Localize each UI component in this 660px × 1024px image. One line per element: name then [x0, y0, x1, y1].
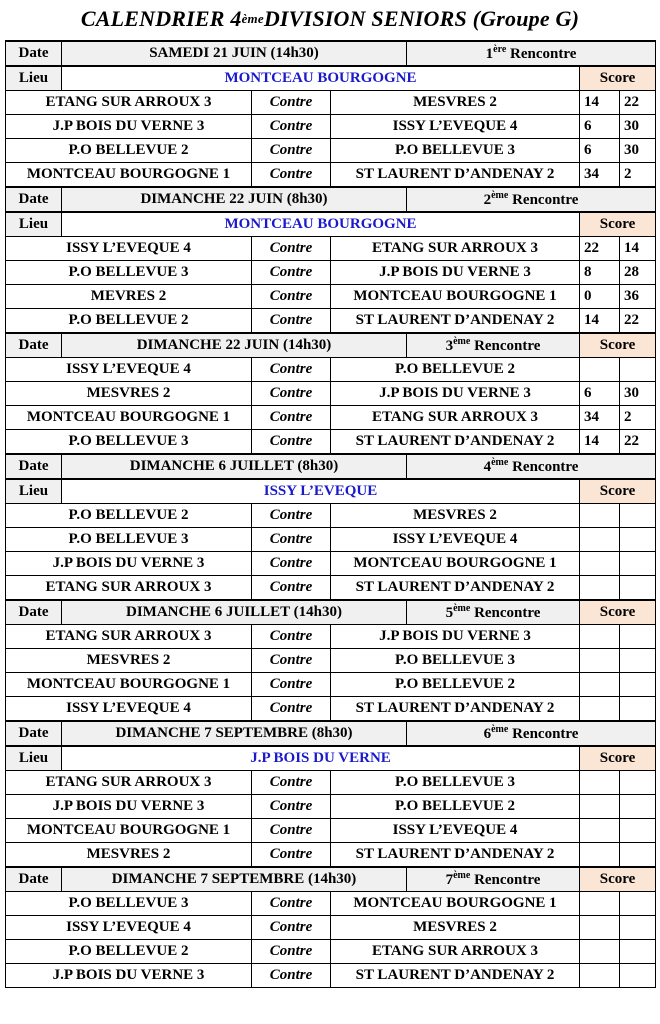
- home-team: ETANG SUR ARROUX 3: [6, 576, 252, 601]
- match-row: [6, 649, 656, 673]
- away-score: [620, 358, 656, 382]
- contre-label: Contre: [252, 552, 331, 576]
- home-team: MESVRES 2: [6, 382, 252, 406]
- date-label: Date: [6, 867, 62, 892]
- contre-label: Contre: [252, 504, 331, 528]
- home-score: 8: [580, 261, 620, 285]
- score-header: Score: [580, 479, 656, 504]
- away-score: [620, 649, 656, 673]
- away-score: [620, 795, 656, 819]
- home-score: [580, 552, 620, 576]
- round-date-row: [6, 721, 656, 746]
- score-header: Score: [580, 333, 656, 358]
- away-score: [620, 504, 656, 528]
- away-team: P.O BELLEVUE 2: [331, 795, 580, 819]
- away-score: 22: [620, 430, 656, 455]
- round-num: 4: [483, 459, 492, 475]
- home-score: 6: [580, 139, 620, 163]
- home-score: 14: [580, 430, 620, 455]
- contre-label: Contre: [252, 673, 331, 697]
- home-score: [580, 673, 620, 697]
- match-row: [6, 285, 656, 309]
- away-team: ISSY L’EVEQUE 4: [331, 528, 580, 552]
- away-team: MONTCEAU BOURGOGNE 1: [331, 892, 580, 916]
- home-team: P.O BELLEVUE 2: [6, 309, 252, 334]
- venue-name: J.P BOIS DU VERNE: [62, 746, 580, 771]
- round-date-row: [6, 867, 656, 892]
- match-row: [6, 576, 656, 601]
- away-team: MESVRES 2: [331, 91, 580, 115]
- round-num-sup: ème: [453, 603, 471, 614]
- home-team: ISSY L’EVEQUE 4: [6, 697, 252, 722]
- contre-label: Contre: [252, 309, 331, 334]
- match-row: [6, 261, 656, 285]
- round-num: 6: [483, 726, 492, 742]
- match-row: [6, 358, 656, 382]
- match-row: [6, 406, 656, 430]
- contre-label: Contre: [252, 771, 331, 795]
- contre-label: Contre: [252, 406, 331, 430]
- round-num: 1: [485, 46, 494, 62]
- home-team: J.P BOIS DU VERNE 3: [6, 552, 252, 576]
- home-team: MESVRES 2: [6, 843, 252, 868]
- round-num: 3: [445, 338, 454, 354]
- round-date: SAMEDI 21 JUIN (14h30): [62, 41, 407, 66]
- home-team: MONTCEAU BOURGOGNE 1: [6, 406, 252, 430]
- match-row: [6, 916, 656, 940]
- home-score: [580, 771, 620, 795]
- home-team: J.P BOIS DU VERNE 3: [6, 964, 252, 988]
- away-team: P.O BELLEVUE 3: [331, 649, 580, 673]
- round-date: DIMANCHE 22 JUIN (8h30): [62, 187, 407, 212]
- away-score: [620, 964, 656, 988]
- away-team: MESVRES 2: [331, 504, 580, 528]
- match-row: [6, 237, 656, 261]
- away-score: [620, 940, 656, 964]
- rencontre-label: Rencontre: [506, 46, 577, 62]
- home-score: [580, 504, 620, 528]
- round-date-row: [6, 41, 656, 66]
- match-row: [6, 795, 656, 819]
- round-date-row: [6, 600, 656, 625]
- away-team: ST LAURENT D’ANDENAY 2: [331, 843, 580, 868]
- contre-label: Contre: [252, 261, 331, 285]
- home-team: ISSY L’EVEQUE 4: [6, 237, 252, 261]
- away-score: [620, 673, 656, 697]
- home-team: MONTCEAU BOURGOGNE 1: [6, 819, 252, 843]
- match-row: [6, 115, 656, 139]
- home-team: P.O BELLEVUE 3: [6, 261, 252, 285]
- round-date: DIMANCHE 22 JUIN (14h30): [62, 333, 407, 358]
- home-score: 0: [580, 285, 620, 309]
- round-num: 7: [445, 872, 454, 888]
- title-superscript: ème: [241, 10, 264, 26]
- home-team: MESVRES 2: [6, 649, 252, 673]
- contre-label: Contre: [252, 625, 331, 649]
- match-row: [6, 504, 656, 528]
- away-score: 30: [620, 115, 656, 139]
- round-number: [407, 454, 656, 479]
- match-row: [6, 819, 656, 843]
- round-num: 2: [483, 192, 492, 208]
- lieu-label: Lieu: [6, 479, 62, 504]
- home-score: [580, 964, 620, 988]
- contre-label: Contre: [252, 528, 331, 552]
- away-team: ETANG SUR ARROUX 3: [331, 406, 580, 430]
- away-score: [620, 576, 656, 601]
- home-score: 34: [580, 163, 620, 188]
- match-row: [6, 528, 656, 552]
- round-date: DIMANCHE 6 JUILLET (14h30): [62, 600, 407, 625]
- venue-name: MONTCEAU BOURGOGNE: [62, 66, 580, 91]
- score-header: Score: [580, 600, 656, 625]
- contre-label: Contre: [252, 916, 331, 940]
- home-team: P.O BELLEVUE 2: [6, 139, 252, 163]
- rencontre-label: Rencontre: [508, 726, 579, 742]
- rencontre-label: Rencontre: [470, 605, 541, 621]
- away-score: 2: [620, 406, 656, 430]
- home-score: [580, 819, 620, 843]
- away-team: ST LAURENT D’ANDENAY 2: [331, 163, 580, 188]
- round-date: DIMANCHE 7 SEPTEMBRE (14h30): [62, 867, 407, 892]
- home-score: [580, 892, 620, 916]
- round-venue-row: [6, 746, 656, 771]
- away-team: P.O BELLEVUE 2: [331, 358, 580, 382]
- away-score: 30: [620, 382, 656, 406]
- away-score: 28: [620, 261, 656, 285]
- away-team: ST LAURENT D’ANDENAY 2: [331, 576, 580, 601]
- away-team: P.O BELLEVUE 3: [331, 139, 580, 163]
- round-number: [407, 41, 656, 66]
- contre-label: Contre: [252, 91, 331, 115]
- match-row: [6, 964, 656, 988]
- match-row: [6, 139, 656, 163]
- home-team: P.O BELLEVUE 2: [6, 940, 252, 964]
- home-score: [580, 697, 620, 722]
- round-num-sup: ère: [493, 44, 507, 55]
- away-team: J.P BOIS DU VERNE 3: [331, 382, 580, 406]
- date-label: Date: [6, 41, 62, 66]
- contre-label: Contre: [252, 237, 331, 261]
- round-date: DIMANCHE 7 SEPTEMBRE (8h30): [62, 721, 407, 746]
- home-team: MONTCEAU BOURGOGNE 1: [6, 673, 252, 697]
- home-score: [580, 916, 620, 940]
- contre-label: Contre: [252, 430, 331, 455]
- match-row: [6, 382, 656, 406]
- rencontre-label: Rencontre: [508, 459, 579, 475]
- score-header: Score: [580, 212, 656, 237]
- home-team: P.O BELLEVUE 3: [6, 892, 252, 916]
- round-date-row: [6, 454, 656, 479]
- away-score: [620, 892, 656, 916]
- home-score: [580, 358, 620, 382]
- home-score: [580, 528, 620, 552]
- away-team: J.P BOIS DU VERNE 3: [331, 625, 580, 649]
- away-score: [620, 552, 656, 576]
- venue-name: ISSY L’EVEQUE: [62, 479, 580, 504]
- score-header: Score: [580, 746, 656, 771]
- contre-label: Contre: [252, 285, 331, 309]
- home-team: ETANG SUR ARROUX 3: [6, 625, 252, 649]
- away-team: ST LAURENT D’ANDENAY 2: [331, 430, 580, 455]
- round-number: [407, 867, 580, 892]
- home-score: 22: [580, 237, 620, 261]
- away-team: ST LAURENT D’ANDENAY 2: [331, 309, 580, 334]
- away-team: ETANG SUR ARROUX 3: [331, 940, 580, 964]
- home-score: 6: [580, 382, 620, 406]
- home-score: [580, 795, 620, 819]
- away-team: P.O BELLEVUE 3: [331, 771, 580, 795]
- lieu-label: Lieu: [6, 212, 62, 237]
- away-score: 2: [620, 163, 656, 188]
- home-team: ETANG SUR ARROUX 3: [6, 91, 252, 115]
- round-venue-row: [6, 479, 656, 504]
- contre-label: Contre: [252, 795, 331, 819]
- match-row: [6, 163, 656, 188]
- contre-label: Contre: [252, 940, 331, 964]
- home-team: ISSY L’EVEQUE 4: [6, 358, 252, 382]
- round-num-sup: ème: [491, 457, 509, 468]
- date-label: Date: [6, 721, 62, 746]
- round-num-sup: ème: [453, 336, 471, 347]
- away-team: ISSY L’EVEQUE 4: [331, 115, 580, 139]
- round-number: [407, 187, 656, 212]
- away-score: 22: [620, 91, 656, 115]
- date-label: Date: [6, 600, 62, 625]
- away-score: 30: [620, 139, 656, 163]
- home-score: [580, 576, 620, 601]
- round-num-sup: ème: [491, 190, 509, 201]
- away-score: 36: [620, 285, 656, 309]
- round-date: DIMANCHE 6 JUILLET (8h30): [62, 454, 407, 479]
- away-score: [620, 528, 656, 552]
- home-score: [580, 649, 620, 673]
- home-team: P.O BELLEVUE 2: [6, 504, 252, 528]
- away-team: MONTCEAU BOURGOGNE 1: [331, 285, 580, 309]
- home-team: ETANG SUR ARROUX 3: [6, 771, 252, 795]
- score-header: Score: [580, 867, 656, 892]
- match-row: [6, 430, 656, 455]
- rencontre-label: Rencontre: [470, 872, 541, 888]
- contre-label: Contre: [252, 892, 331, 916]
- match-row: [6, 892, 656, 916]
- round-number: [407, 600, 580, 625]
- schedule-table: [5, 40, 656, 988]
- title-prefix: CALENDRIER 4: [80, 5, 242, 31]
- away-score: [620, 916, 656, 940]
- home-score: 34: [580, 406, 620, 430]
- title-suffix: DIVISION SENIORS (Groupe G): [263, 5, 580, 31]
- home-score: [580, 940, 620, 964]
- match-row: [6, 771, 656, 795]
- contre-label: Contre: [252, 382, 331, 406]
- away-team: J.P BOIS DU VERNE 3: [331, 261, 580, 285]
- away-team: MONTCEAU BOURGOGNE 1: [331, 552, 580, 576]
- away-score: [620, 843, 656, 868]
- rencontre-label: Rencontre: [508, 192, 579, 208]
- lieu-label: Lieu: [6, 66, 62, 91]
- away-team: MESVRES 2: [331, 916, 580, 940]
- match-row: [6, 309, 656, 334]
- away-team: ETANG SUR ARROUX 3: [331, 237, 580, 261]
- home-score: [580, 625, 620, 649]
- round-venue-row: [6, 66, 656, 91]
- away-team: ISSY L’EVEQUE 4: [331, 819, 580, 843]
- round-number: [407, 333, 580, 358]
- round-number: [407, 721, 656, 746]
- home-score: 14: [580, 309, 620, 334]
- contre-label: Contre: [252, 697, 331, 722]
- contre-label: Contre: [252, 843, 331, 868]
- match-row: [6, 697, 656, 722]
- home-score: 6: [580, 115, 620, 139]
- home-score: [580, 843, 620, 868]
- venue-name: MONTCEAU BOURGOGNE: [62, 212, 580, 237]
- match-row: [6, 940, 656, 964]
- round-date-row: [6, 333, 656, 358]
- home-team: P.O BELLEVUE 3: [6, 430, 252, 455]
- contre-label: Contre: [252, 115, 331, 139]
- home-team: ISSY L’EVEQUE 4: [6, 916, 252, 940]
- round-num: 5: [445, 605, 454, 621]
- home-team: J.P BOIS DU VERNE 3: [6, 115, 252, 139]
- away-team: ST LAURENT D’ANDENAY 2: [331, 697, 580, 722]
- away-score: 14: [620, 237, 656, 261]
- score-header: Score: [580, 66, 656, 91]
- match-row: [6, 552, 656, 576]
- contre-label: Contre: [252, 964, 331, 988]
- away-team: P.O BELLEVUE 2: [331, 673, 580, 697]
- away-score: [620, 771, 656, 795]
- away-score: [620, 819, 656, 843]
- away-team: ST LAURENT D’ANDENAY 2: [331, 964, 580, 988]
- page-title: [0, 0, 660, 37]
- lieu-label: Lieu: [6, 746, 62, 771]
- away-score: 22: [620, 309, 656, 334]
- rencontre-label: Rencontre: [470, 338, 541, 354]
- home-team: J.P BOIS DU VERNE 3: [6, 795, 252, 819]
- home-team: MEVRES 2: [6, 285, 252, 309]
- match-row: [6, 625, 656, 649]
- round-venue-row: [6, 212, 656, 237]
- contre-label: Contre: [252, 649, 331, 673]
- date-label: Date: [6, 333, 62, 358]
- date-label: Date: [6, 454, 62, 479]
- contre-label: Contre: [252, 819, 331, 843]
- round-num-sup: ème: [453, 870, 471, 881]
- match-row: [6, 91, 656, 115]
- contre-label: Contre: [252, 576, 331, 601]
- home-team: MONTCEAU BOURGOGNE 1: [6, 163, 252, 188]
- date-label: Date: [6, 187, 62, 212]
- contre-label: Contre: [252, 163, 331, 188]
- contre-label: Contre: [252, 139, 331, 163]
- contre-label: Contre: [252, 358, 331, 382]
- home-score: 14: [580, 91, 620, 115]
- match-row: [6, 673, 656, 697]
- round-date-row: [6, 187, 656, 212]
- away-score: [620, 697, 656, 722]
- match-row: [6, 843, 656, 868]
- home-team: P.O BELLEVUE 3: [6, 528, 252, 552]
- round-num-sup: ème: [491, 724, 509, 735]
- away-score: [620, 625, 656, 649]
